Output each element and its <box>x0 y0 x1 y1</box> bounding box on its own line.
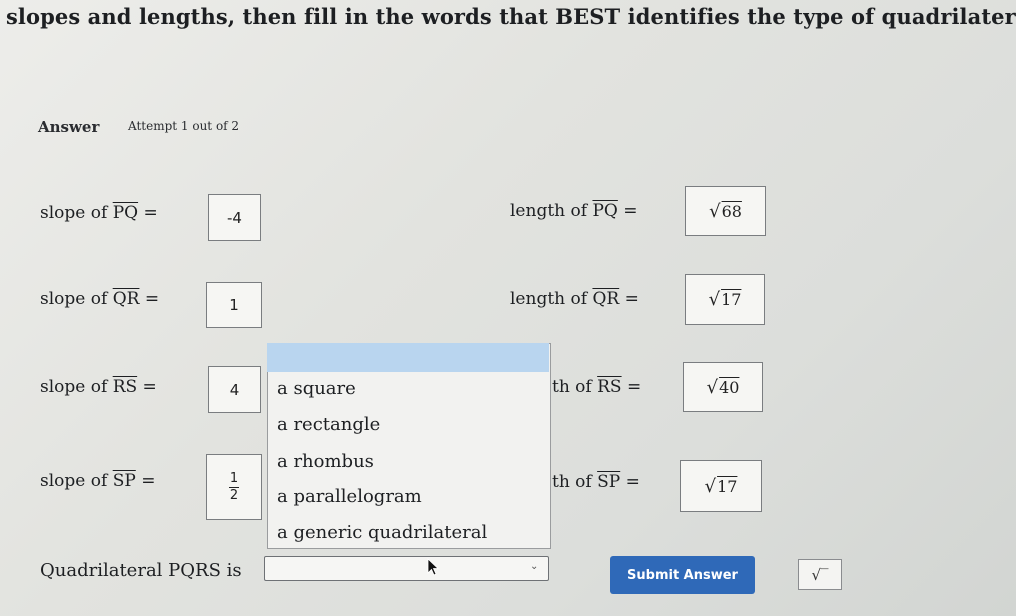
length-rs-input[interactable] <box>683 362 763 412</box>
length-pq-input[interactable] <box>685 186 766 236</box>
quadrilateral-label: Quadrilateral PQRS is <box>40 560 242 581</box>
length-radicand: 40 <box>719 377 740 397</box>
slope-prefix: slope of <box>40 471 108 491</box>
segment-name: $\overline{PQ}$ <box>592 201 618 221</box>
fraction-denominator: 2 <box>229 487 239 503</box>
sqrt-button[interactable]: √‾ <box>798 559 842 590</box>
segment-name: $\overline{SP}$ <box>112 471 136 491</box>
length-prefix: length of <box>510 289 588 309</box>
equals-sign: = <box>624 289 639 309</box>
option-rectangle[interactable]: a rectangle <box>277 414 381 435</box>
equals-sign: = <box>625 472 640 492</box>
length-pq-label <box>510 201 638 221</box>
slope-pq-input[interactable] <box>208 194 261 241</box>
slope-value: 1 <box>229 296 239 314</box>
slope-qr-label <box>40 289 159 309</box>
segment-name: $\overline{QR}$ <box>592 289 620 309</box>
length-prefix: th of <box>552 377 592 397</box>
slope-prefix: slope of <box>40 289 108 309</box>
segment-name: $\overline{QR}$ <box>112 289 140 309</box>
slope-sp-label <box>40 471 155 491</box>
length-qr-input[interactable] <box>685 274 765 325</box>
dropdown-list <box>267 343 551 549</box>
slope-pq-label <box>40 203 158 223</box>
dropdown-highlight-row[interactable] <box>267 343 549 372</box>
segment-name: $\overline{SP}$ <box>597 472 621 492</box>
radical-icon: √ <box>704 475 717 497</box>
slope-prefix: slope of <box>40 203 108 223</box>
slope-rs-input[interactable] <box>208 366 261 413</box>
radical-icon: √ <box>708 289 721 310</box>
quadrilateral-select[interactable] <box>264 556 549 581</box>
equals-sign: = <box>143 203 158 223</box>
equals-sign: = <box>141 471 156 491</box>
length-radicand: 68 <box>721 201 742 221</box>
equals-sign: = <box>626 377 642 397</box>
segment-name: $\overline{RS}$ <box>597 377 622 397</box>
slope-value: -4 <box>227 208 242 227</box>
option-parallelogram[interactable]: a parallelogram <box>277 486 422 507</box>
radical-icon: √ <box>706 376 719 398</box>
length-qr-label <box>510 289 639 309</box>
equals-sign: = <box>623 201 638 221</box>
fraction-numerator: 1 <box>229 470 239 486</box>
mouse-pointer-icon <box>427 558 441 576</box>
slope-fraction <box>229 472 239 503</box>
answer-label: Answer <box>38 118 100 136</box>
equals-sign: = <box>144 289 160 309</box>
slope-rs-label <box>40 377 157 397</box>
option-square[interactable]: a square <box>277 378 356 399</box>
chevron-down-icon: ⌄ <box>530 561 539 572</box>
equals-sign: = <box>142 377 157 397</box>
length-sp-label <box>552 472 640 492</box>
slope-prefix: slope of <box>40 377 108 397</box>
length-radicand: 17 <box>721 290 742 309</box>
length-sp-input[interactable] <box>680 460 762 512</box>
length-prefix: th of <box>552 472 592 492</box>
option-rhombus[interactable]: a rhombus <box>277 451 374 472</box>
segment-name: $\overline{PQ}$ <box>112 203 139 223</box>
slope-value: 4 <box>229 380 240 399</box>
instruction-text: slopes and lengths, then fill in the words that BEST identifies the type of quadrilater <box>6 4 1016 29</box>
segment-name: $\overline{RS}$ <box>112 377 138 397</box>
length-rs-label <box>552 377 641 397</box>
slope-sp-input[interactable] <box>206 454 262 520</box>
attempt-counter: Attempt 1 out of 2 <box>128 119 240 133</box>
submit-answer-button[interactable]: Submit Answer <box>610 556 755 594</box>
length-radicand: 17 <box>717 476 738 496</box>
length-prefix: length of <box>510 201 588 221</box>
radical-icon: √ <box>709 200 721 222</box>
slope-qr-input[interactable] <box>206 282 262 328</box>
option-generic-quadrilateral[interactable]: a generic quadrilateral <box>277 522 488 543</box>
